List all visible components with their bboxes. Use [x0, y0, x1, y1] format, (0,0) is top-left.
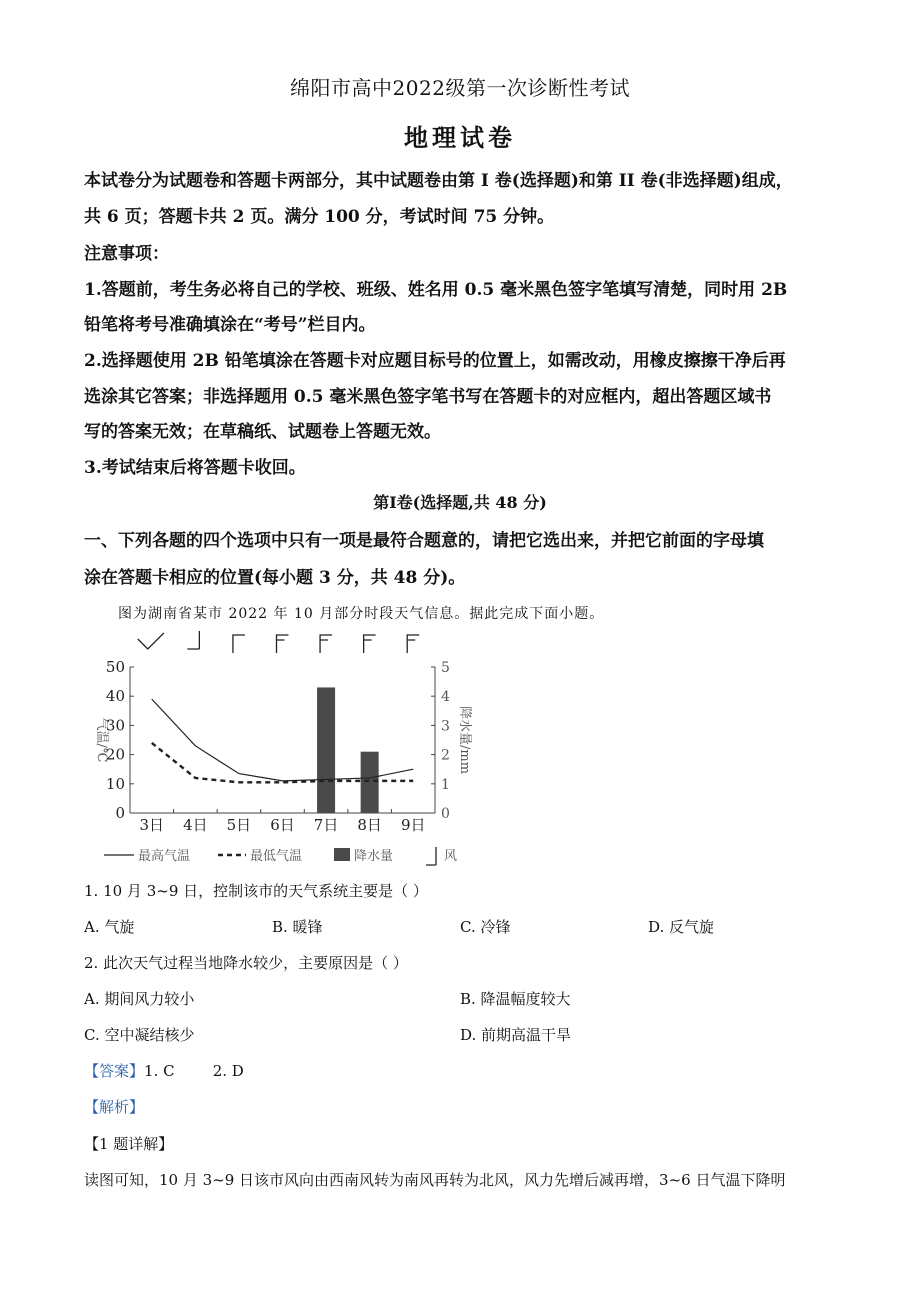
precipitation-bar	[317, 687, 335, 813]
wind-symbol	[138, 633, 164, 649]
detail-tag: 【1 题详解】	[84, 1135, 174, 1153]
notice-item-1-line-2: 铅笔将考号准确填涂在“考号”栏目内。	[84, 315, 376, 335]
wind-symbol	[277, 635, 289, 653]
detail-text: 读图可知，10 月 3~9 日该市风向由西南风转为南风再转为北风，风力先增后减再增，3~6 日气温下降明	[84, 1171, 786, 1189]
weather-chart	[90, 625, 480, 875]
left-tick-label: 0	[115, 804, 125, 822]
wind-symbol	[320, 635, 332, 653]
right-tick-label: 5	[441, 660, 450, 676]
q1-option-d: D. 反气旋	[648, 918, 715, 936]
part-instruction-line-1: 一、下列各题的四个选项中只有一项是最符合题意的，请把它选出来，并把它前面的字母填	[84, 531, 764, 551]
intro-line-1: 本试卷分为试题卷和答题卡两部分，其中试题卷由第 I 卷(选择题)和第 II 卷(非选择题)组成，	[84, 171, 793, 191]
part-instruction-line-2: 涂在答题卡相应的位置(每小题 3 分，共 48 分)。	[84, 568, 466, 588]
left-tick-label: 10	[105, 774, 125, 793]
legend-wind-symbol	[426, 847, 436, 865]
q2-option-a: A. 期间风力较小	[84, 990, 195, 1008]
notice-item-3: 3.考试结束后将答题卡收回。	[84, 458, 306, 478]
x-tick-label: 5日	[226, 816, 252, 834]
left-tick-label: 30	[105, 716, 125, 735]
right-axis-label: 降水量/mm	[457, 705, 472, 775]
x-tick-label: 8日	[357, 816, 382, 834]
right-tick-label: 0	[441, 806, 450, 822]
right-tick-label: 4	[441, 689, 450, 706]
left-axis-label: 气温/℃	[94, 717, 109, 763]
q2-option-d: D. 前期高温干旱	[460, 1026, 572, 1044]
x-tick-label: 7日	[313, 816, 339, 834]
wind-symbol	[364, 635, 376, 653]
left-tick-label: 40	[105, 687, 125, 706]
x-tick-label: 3日	[139, 816, 165, 834]
question-2: 2. 此次天气过程当地降水较少，主要原因是（ ）	[84, 954, 408, 972]
exam-title: 绵阳市高中2022级第一次诊断性考试	[290, 76, 630, 100]
x-tick-label: 9日	[400, 816, 426, 834]
x-tick-label: 6日	[270, 816, 295, 834]
legend-wind-label: 风	[444, 849, 458, 864]
precipitation-bar	[361, 752, 379, 813]
answer-line	[84, 1060, 244, 1081]
notice-item-2-line-3: 写的答案无效；在草稿纸、试题卷上答题无效。	[84, 422, 441, 442]
figure-intro: 图为湖南省某市 2022 年 10 月部分时段天气信息。据此完成下面小题。	[118, 606, 605, 622]
q2-option-b: B. 降温幅度较大	[460, 990, 571, 1008]
x-tick-label: 4日	[183, 816, 208, 834]
wind-symbol	[187, 631, 199, 649]
q1-option-c: C. 冷锋	[460, 918, 511, 936]
wind-symbol	[233, 635, 245, 653]
left-tick-label: 50	[105, 658, 125, 676]
question-1: 1. 10 月 3~9 日，控制该市的天气系统主要是（ ）	[84, 882, 428, 900]
wind-symbol	[407, 635, 419, 653]
legend-precip-swatch	[334, 848, 350, 861]
notice-item-2-line-2: 选涂其它答案；非选择题用 0.5 毫米黑色签字笔书写在答题卡的对应框内，超出答题区域书	[84, 387, 772, 407]
subject-title: 地理试卷	[404, 123, 516, 152]
section-title: 第I卷(选择题,共 48 分)	[373, 493, 547, 512]
legend-min-label: 最低气温	[250, 849, 303, 864]
q2-option-c: C. 空中凝结核少	[84, 1026, 195, 1044]
answer-text: 1. C 2. D	[144, 1062, 244, 1080]
notice-item-2-line-1: 2.选择题使用 2B 铅笔填涂在答题卡对应题目标号的位置上，如需改动，用橡皮擦擦干净后再	[84, 351, 786, 371]
q1-option-b: B. 暖锋	[272, 918, 323, 936]
answer-tag: 【答案】	[84, 1062, 145, 1080]
right-tick-label: 3	[441, 718, 450, 735]
analysis-tag: 【解析】	[84, 1098, 145, 1116]
left-tick-label: 20	[105, 745, 125, 764]
right-tick-label: 1	[441, 776, 450, 793]
notice-title: 注意事项：	[84, 244, 169, 264]
legend-precip-label: 降水量	[354, 849, 394, 864]
legend-max-label: 最高气温	[138, 849, 191, 864]
intro-line-2: 共 6 页；答题卡共 2 页。满分 100 分，考试时间 75 分钟。	[84, 207, 555, 227]
notice-item-1-line-1: 1.答题前，考生务必将自己的学校、班级、姓名用 0.5 毫米黑色签字笔填写清楚，同时用 2B	[84, 280, 788, 300]
right-tick-label: 2	[441, 747, 450, 764]
q1-option-a: A. 气旋	[84, 918, 135, 936]
